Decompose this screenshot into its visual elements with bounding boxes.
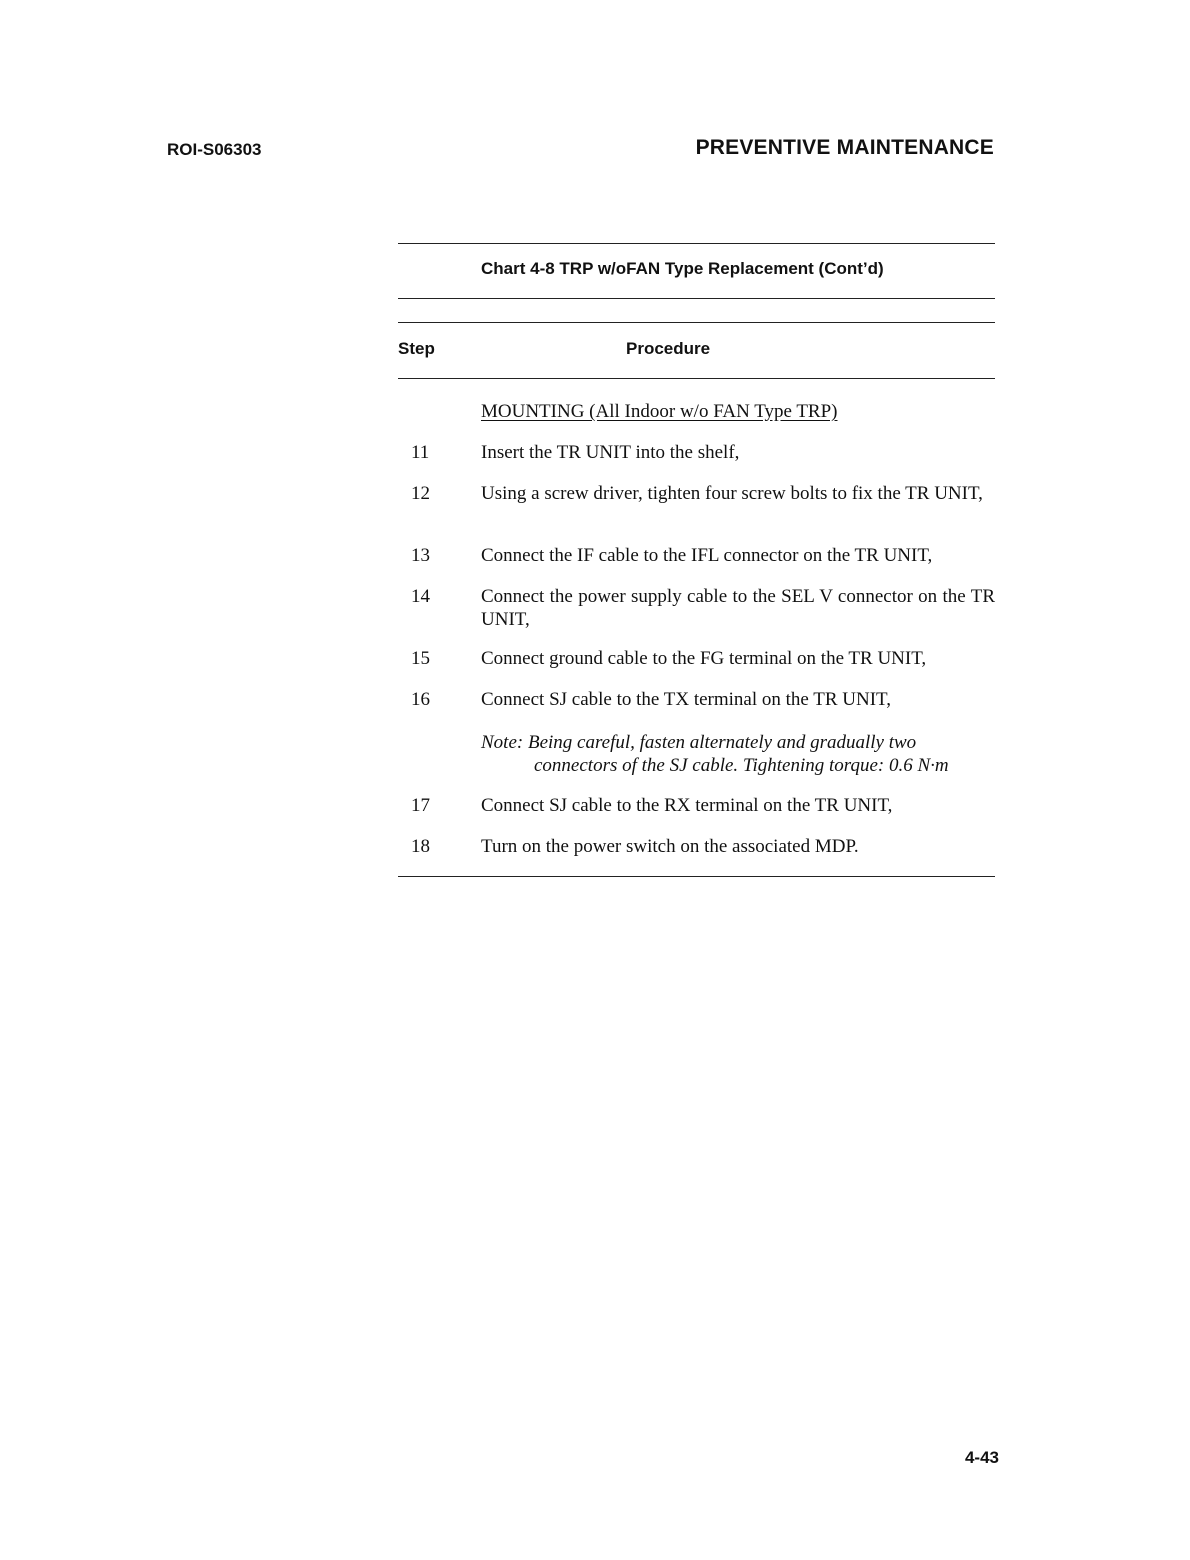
column-header-step: Step (398, 339, 435, 358)
step-number: 11 (411, 442, 430, 463)
table-bottom-rule (398, 876, 995, 877)
step-text: Connect SJ cable to the RX terminal on the TR UNIT, (481, 795, 893, 816)
step-number: 15 (411, 648, 430, 669)
table-header-bottom-rule (398, 378, 995, 379)
chart-top-rule (398, 243, 995, 244)
step-text: Connect the power supply cable to the SEL V connector on the TR UNIT, (481, 586, 995, 630)
table-header-top-rule (398, 322, 995, 323)
doc-id: ROI-S06303 (167, 140, 262, 159)
step-number: 12 (411, 483, 430, 504)
page-number: 4-43 (964, 1448, 999, 1467)
note-text-continuation: connectors of the SJ cable. Tightening torque: 0.6 N·m (534, 755, 949, 776)
step-text: Insert the TR UNIT into the shelf, (481, 442, 740, 463)
section-heading: MOUNTING (All Indoor w/o FAN Type TRP) (481, 401, 838, 422)
chart-title: Chart 4-8 TRP w/oFAN Type Replacement (Cont’d) (481, 259, 884, 278)
step-text: Connect SJ cable to the TX terminal on the TR UNIT, (481, 689, 892, 710)
step-text: Connect the IF cable to the IFL connector on the TR UNIT, (481, 545, 933, 566)
step-number: 13 (411, 545, 430, 566)
step-text: Turn on the power switch on the associated MDP. (481, 836, 859, 857)
section-title: PREVENTIVE MAINTENANCE (695, 136, 994, 159)
step-number: 16 (411, 689, 430, 710)
note-text: Note: Being careful, fasten alternately and gradually two (481, 732, 917, 753)
step-text: Connect ground cable to the FG terminal on the TR UNIT, (481, 648, 927, 669)
step-number: 17 (411, 795, 430, 816)
step-number: 14 (411, 586, 430, 607)
chart-title-bottom-rule (398, 298, 995, 299)
step-number: 18 (411, 836, 430, 857)
column-header-procedure: Procedure (626, 339, 711, 358)
step-text: Using a screw driver, tighten four screw bolts to fix the TR UNIT, (481, 483, 983, 504)
